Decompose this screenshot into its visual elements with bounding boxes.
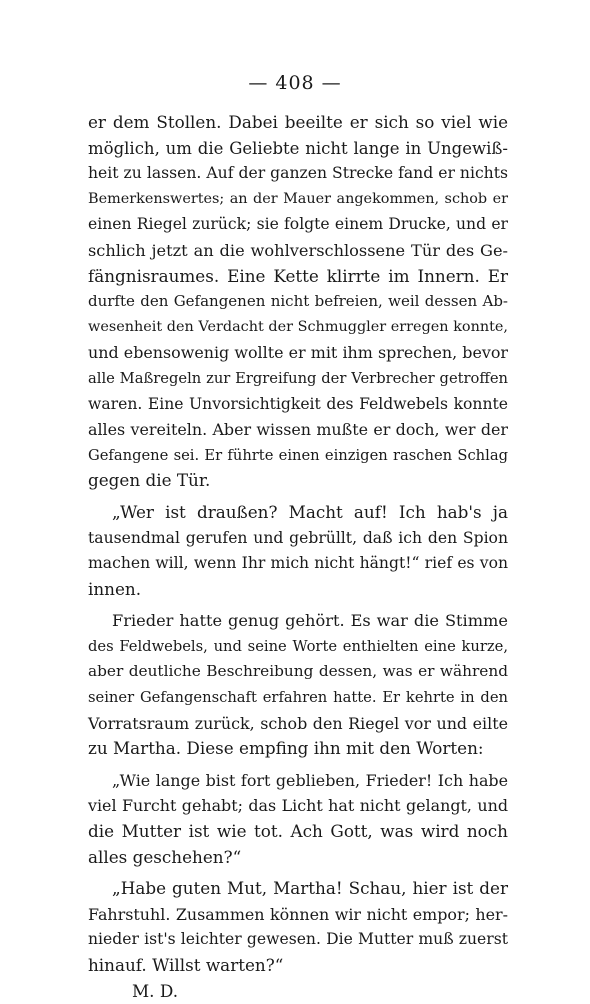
text-line: des Feldwebels, und seine Worte enthielten eine kurze, xyxy=(88,637,508,655)
paragraph xyxy=(88,110,508,494)
text-line: tausendmal gerufen und gebrüllt, daß ich den Spion xyxy=(88,528,508,547)
body-text xyxy=(88,110,508,1004)
paragraph xyxy=(88,500,508,602)
text-line: Fahrstuhl. Zusammen können wir nicht empor; her- xyxy=(88,904,508,924)
text-line: hinauf. Willst warten?“ xyxy=(88,955,284,975)
text-line: Vorratsraum zurück, schob den Riegel vor und eilte xyxy=(88,713,508,733)
text-line: alle Maßregeln zur Ergreifung der Verbrecher getroffen xyxy=(88,369,508,387)
paragraph xyxy=(88,876,508,978)
page-number: — 408 — xyxy=(248,72,342,94)
text-line: machen will, wenn Ihr mich nicht hängt!“ rief es von xyxy=(88,554,508,573)
text-line: und ebensowenig wollte er mit ihm sprechen, bevor xyxy=(88,343,508,363)
text-line: fängnisraumes. Eine Kette klirrte im Innern. Er xyxy=(88,265,508,286)
text-line: wesenheit den Verdacht der Schmuggler erregen konnte, xyxy=(88,318,508,335)
text-line: „Wie lange bist fort geblieben, Frieder! Ich habe xyxy=(112,770,508,790)
text-line: die Mutter ist wie tot. Ach Gott, was wird noch xyxy=(88,821,508,842)
text-line: „Habe guten Mut, Martha! Schau, hier ist der xyxy=(112,878,508,899)
text-line: seiner Gefangenschaft erfahren hatte. Er kehrte in den xyxy=(88,689,508,707)
text-line: gegen die Tür. xyxy=(88,470,211,491)
text-line: durfte den Gefangenen nicht befreien, weil dessen Ab- xyxy=(88,292,508,311)
text-line: alles vereiteln. Aber wissen mußte er doch, wer der xyxy=(88,420,508,440)
text-line: Bemerkenswertes; an der Mauer angekommen, schob er xyxy=(88,190,508,207)
text-line: alles geschehen?“ xyxy=(88,846,242,867)
text-line: möglich, um die Geliebte nicht lange in Ungewiß- xyxy=(88,138,508,158)
text-line: nieder ist's leichter gewesen. Die Mutter muß zuerst xyxy=(88,930,508,949)
text-line: Frieder hatte genug gehört. Es war die Stimme xyxy=(112,611,508,631)
text-line: innen. xyxy=(88,578,142,599)
paragraph xyxy=(88,768,508,870)
text-line: waren. Eine Unvorsichtigkeit des Feldwebels konnte xyxy=(88,394,508,413)
text-line: schlich jetzt an die wohlverschlossene Tür des Ge- xyxy=(88,240,508,260)
text-line: Gefangene sei. Er führte einen einzigen raschen Schlag xyxy=(88,446,508,464)
text-line: er dem Stollen. Dabei beeilte er sich so viel wie xyxy=(88,112,508,132)
paragraph xyxy=(88,608,508,762)
text-line: heit zu lassen. Auf der ganzen Strecke fand er nichts xyxy=(88,164,508,183)
text-line: „Wer ist draußen? Macht auf! Ich hab's ja xyxy=(112,501,508,522)
author-signature: M. D. xyxy=(132,980,179,1001)
text-line: viel Furcht gehabt; das Licht hat nicht gelangt, und xyxy=(88,796,508,816)
text-line: aber deutliche Beschreibung dessen, was er während xyxy=(88,662,508,681)
text-line: zu Martha. Diese empfing ihn mit den Worten: xyxy=(88,738,484,759)
text-line: einen Riegel zurück; sie folgte einem Drucke, und er xyxy=(88,215,508,234)
